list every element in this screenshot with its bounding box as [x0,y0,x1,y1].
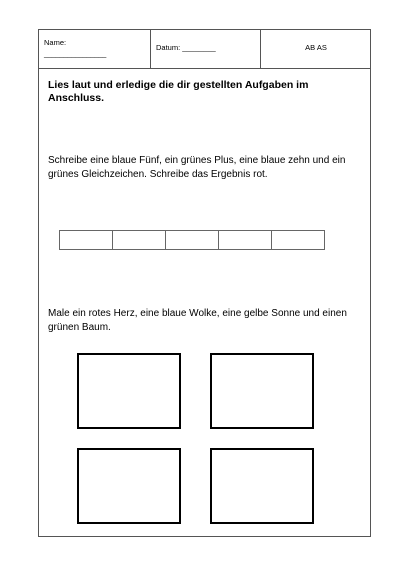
answer-box[interactable] [112,230,166,250]
task1-text: Schreibe eine blaue Fünf, ein grünes Plus, eine blaue zehn und ein grünes Gleichzeichen. Schreibe das Ergebnis rot. [48,155,346,180]
drawing-box-1[interactable] [77,353,181,429]
answer-box[interactable] [271,230,325,250]
answer-box-row [59,230,325,250]
drawing-box-4[interactable] [210,448,314,524]
name-label: Name: [44,38,67,47]
name-cell [39,30,151,68]
task2-text: Male ein rotes Herz, eine blaue Wolke, eine gelbe Sonne und einen grünen Baum. [48,308,347,333]
worksheet-code: AB AS [305,43,327,52]
answer-box[interactable] [59,230,113,250]
answer-box[interactable] [218,230,272,250]
worksheet [38,29,371,537]
worksheet-header [39,30,370,69]
drawing-box-3[interactable] [77,448,181,524]
name-line[interactable]: ________________ [44,49,106,58]
drawing-box-2[interactable] [210,353,314,429]
instruction-heading: Lies laut und erledige die dir gestellten Aufgaben im Anschluss. [48,79,309,104]
date-field[interactable]: Datum: ________ [151,30,261,68]
answer-box[interactable] [165,230,219,250]
